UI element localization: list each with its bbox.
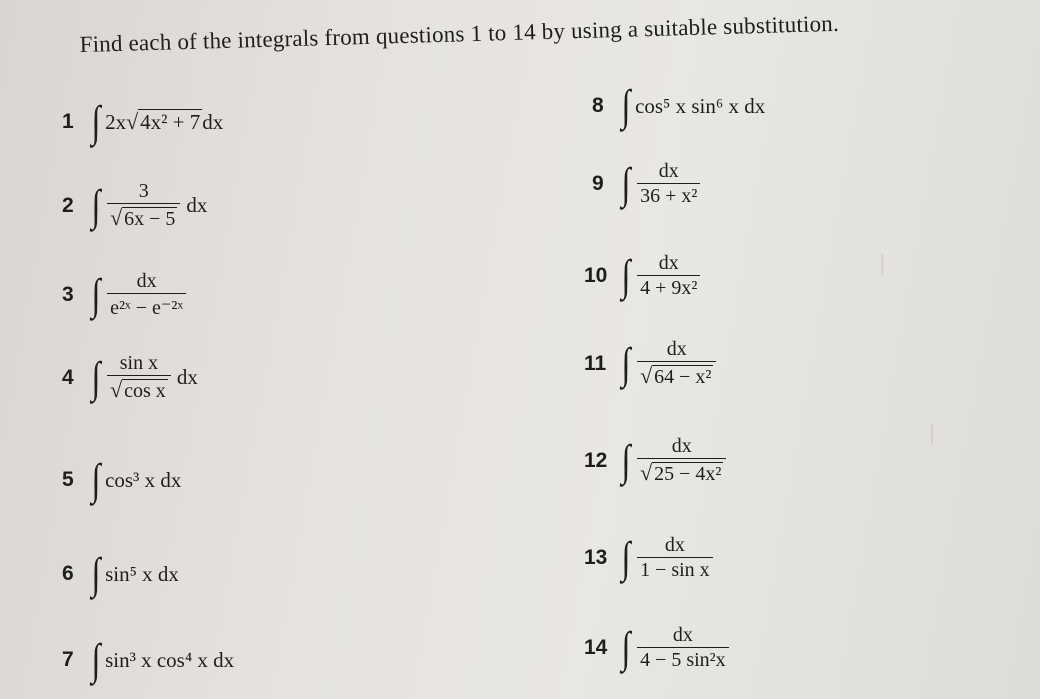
numerator: 3 [138, 180, 149, 202]
fraction [637, 338, 716, 389]
denominator [637, 458, 726, 486]
question-number: 13 [584, 546, 608, 569]
fraction [107, 180, 180, 231]
radicand: 64 − x² [654, 366, 712, 388]
question-number: 5 [62, 468, 74, 491]
denominator [107, 203, 180, 231]
denominator [637, 361, 716, 389]
numerator: dx [658, 160, 679, 182]
fraction [637, 435, 726, 486]
numerator: dx [136, 270, 157, 292]
question-2 [62, 180, 207, 231]
integral-sign: ∫ [621, 159, 631, 208]
integral-sign: ∫ [91, 97, 101, 146]
question-number: 10 [584, 264, 608, 287]
question-number: 8 [592, 94, 604, 117]
square-root [110, 205, 177, 231]
integral-sign: ∫ [91, 352, 101, 402]
integral-sign: ∫ [621, 338, 631, 388]
question-number: 7 [62, 648, 74, 671]
square-root [126, 109, 202, 135]
question-5 [62, 455, 182, 504]
differential: dx [202, 109, 224, 134]
bleed-through-mark: | [880, 250, 885, 275]
question-1 [62, 97, 224, 146]
denominator: 4 − 5 sin²x [637, 647, 729, 672]
integrand [105, 109, 223, 135]
question-6 [62, 549, 179, 598]
question-number: 3 [62, 283, 74, 306]
radical-sign: √ [110, 205, 123, 230]
fraction [637, 252, 700, 300]
fraction [637, 160, 700, 208]
fraction [107, 352, 171, 403]
numerator: dx [658, 252, 679, 274]
integrand: sin⁵ x dx [105, 561, 179, 586]
fraction [637, 624, 729, 672]
integral-sign: ∫ [621, 81, 631, 130]
integral-sign: ∫ [621, 251, 631, 300]
denominator: 36 + x² [637, 183, 700, 208]
page-title: Find each of the integrals from questions 1 to 14 by using a suitable substitution. [79, 10, 840, 58]
question-4 [62, 352, 198, 403]
question-number: 9 [592, 172, 604, 195]
integral-sign: ∫ [91, 455, 101, 504]
numerator: dx [666, 338, 687, 360]
denominator [107, 375, 171, 403]
numerator: sin x [119, 352, 159, 374]
radicand: 6x − 5 [124, 208, 176, 230]
bleed-through-mark: | [930, 420, 935, 445]
integral-sign: ∫ [91, 180, 101, 230]
question-number: 11 [584, 351, 607, 375]
numerator: dx [664, 534, 685, 556]
radicand: cos x [124, 380, 166, 402]
radical-sign: √ [126, 109, 139, 134]
differential: dx [186, 193, 208, 217]
integral-sign: ∫ [621, 533, 631, 582]
question-number: 14 [584, 636, 608, 659]
question-number: 6 [62, 562, 74, 585]
differential: dx [176, 365, 198, 389]
integral-sign: ∫ [91, 549, 101, 598]
question-number: 12 [584, 448, 608, 472]
integral-sign: ∫ [91, 270, 101, 319]
question-number: 1 [62, 110, 74, 133]
denominator: 4 + 9x² [637, 275, 700, 300]
radicand: 25 − 4x² [654, 463, 722, 485]
question-14 [584, 624, 735, 672]
integral-sign: ∫ [621, 623, 631, 672]
numerator: dx [672, 624, 693, 646]
numerator: dx [671, 435, 692, 457]
radical-sign: √ [640, 460, 653, 485]
square-root [640, 363, 713, 389]
integrand: cos³ x dx [105, 467, 182, 492]
question-10 [584, 252, 706, 300]
question-8 [592, 81, 766, 130]
question-11 [584, 338, 722, 389]
question-number: 2 [62, 193, 74, 217]
fraction [107, 270, 186, 320]
question-12 [584, 435, 732, 486]
integral-sign: ∫ [621, 435, 631, 485]
radical-sign: √ [110, 377, 123, 402]
question-3 [62, 270, 192, 320]
question-7 [62, 635, 235, 684]
denominator: 1 − sin x [637, 557, 713, 582]
coefficient: 2x [105, 109, 127, 134]
radicand: 4x² + 7 [140, 110, 201, 134]
square-root [110, 377, 168, 403]
question-9 [592, 160, 706, 208]
integrand: sin³ x cos⁴ x dx [105, 647, 235, 672]
square-root [640, 460, 723, 486]
question-13 [584, 534, 719, 582]
denominator: e²ˣ − e⁻²ˣ [107, 293, 186, 320]
question-number: 4 [62, 365, 74, 389]
integral-sign: ∫ [91, 635, 101, 684]
fraction [637, 534, 713, 582]
radical-sign: √ [640, 363, 653, 388]
integrand: cos⁵ x sin⁶ x dx [635, 93, 766, 118]
